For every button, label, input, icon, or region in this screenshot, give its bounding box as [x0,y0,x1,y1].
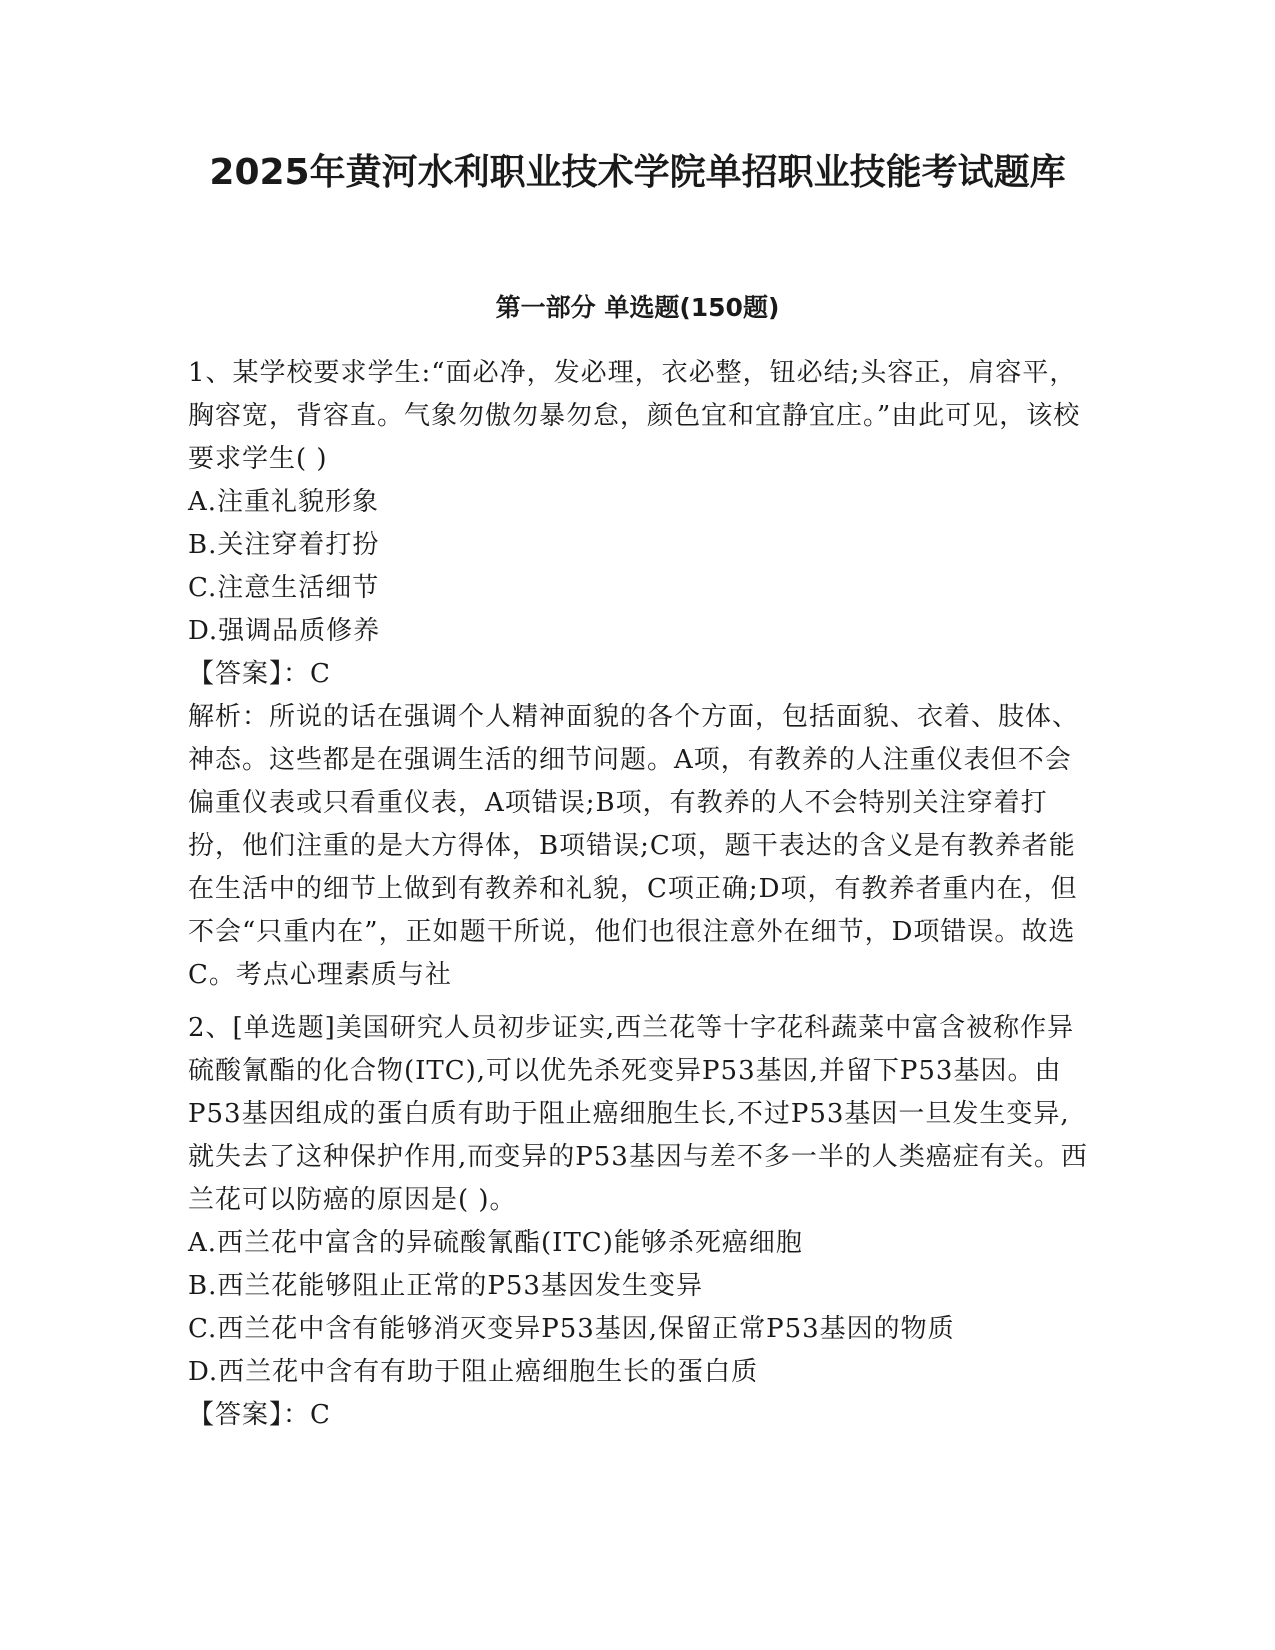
question-item [188,1007,1088,1437]
answer-value: ：C [283,659,331,689]
page-title: 2025年黄河水利职业技术学院单招职业技能考试题库 [209,152,1066,193]
option-b: B.关注穿着打扮 [188,530,380,560]
question-item [188,352,1088,997]
section-heading: 第一部分 单选题(150题) [495,293,780,322]
option-d: D.强调品质修养 [188,616,381,646]
answer-label: 【答案】 [188,1400,284,1430]
option-a: A.注重礼貌形象 [188,487,380,517]
option-a: A.西兰花中富含的异硫酸氰酯(ITC)能够杀死癌细胞 [188,1228,803,1258]
question-text: 2、[单选题]美国研究人员初步证实,西兰花等十字花科蔬菜中富含被称作异硫酸氰酯的化合物(ITC),可以优先杀死变异P53基因,并留下P53基因。由P53基因组成的蛋白质有助于阻止癌细胞生长,不过P53基因一旦发生变异,就失去了这种保护作用,而变异的P53基因与差不多一半的人类癌症有关。西兰花可以防癌的原因是( )。 [188,1013,1088,1215]
analysis-text: 解析：所说的话在强调个人精神面貌的各个方面，包括面貌、衣着、肢体、神态。这些都是在强调生活的细节问题。A项，有教养的人注重仪表但不会偏重仪表或只看重仪表，A项错误;B项，有教养的人不会特别关注穿着打扮，他们注重的是大方得体，B项错误;C项，题干表达的含义是有教养者能在生活中的细节上做到有教养和礼貌，C项正确;D项，有教养者重内在，但不会“只重内在”，正如题干所说，他们也很注意外在细节，D项错误。故选C。考点心理素质与社 [188,702,1080,990]
question-list [188,352,1088,1447]
option-b: B.西兰花能够阻止正常的P53基因发生变异 [188,1271,703,1301]
answer-value: ：C [283,1400,331,1430]
option-c: C.西兰花中含有能够消灭变异P53基因,保留正常P53基因的物质 [188,1314,955,1344]
answer-line [188,1394,1088,1437]
option-d: D.西兰花中含有有助于阻止癌细胞生长的蛋白质 [188,1357,759,1387]
question-text: 1、某学校要求学生:“面必净，发必理，衣必整，钮必结;头容正，肩容平，胸容宽，背容直。气象勿傲勿暴勿怠，颜色宜和宜静宜庄。”由此可见，该校要求学生( ) [188,358,1081,474]
answer-label: 【答案】 [188,659,284,689]
answer-line [188,653,1088,696]
option-c: C.注意生活细节 [188,573,380,603]
